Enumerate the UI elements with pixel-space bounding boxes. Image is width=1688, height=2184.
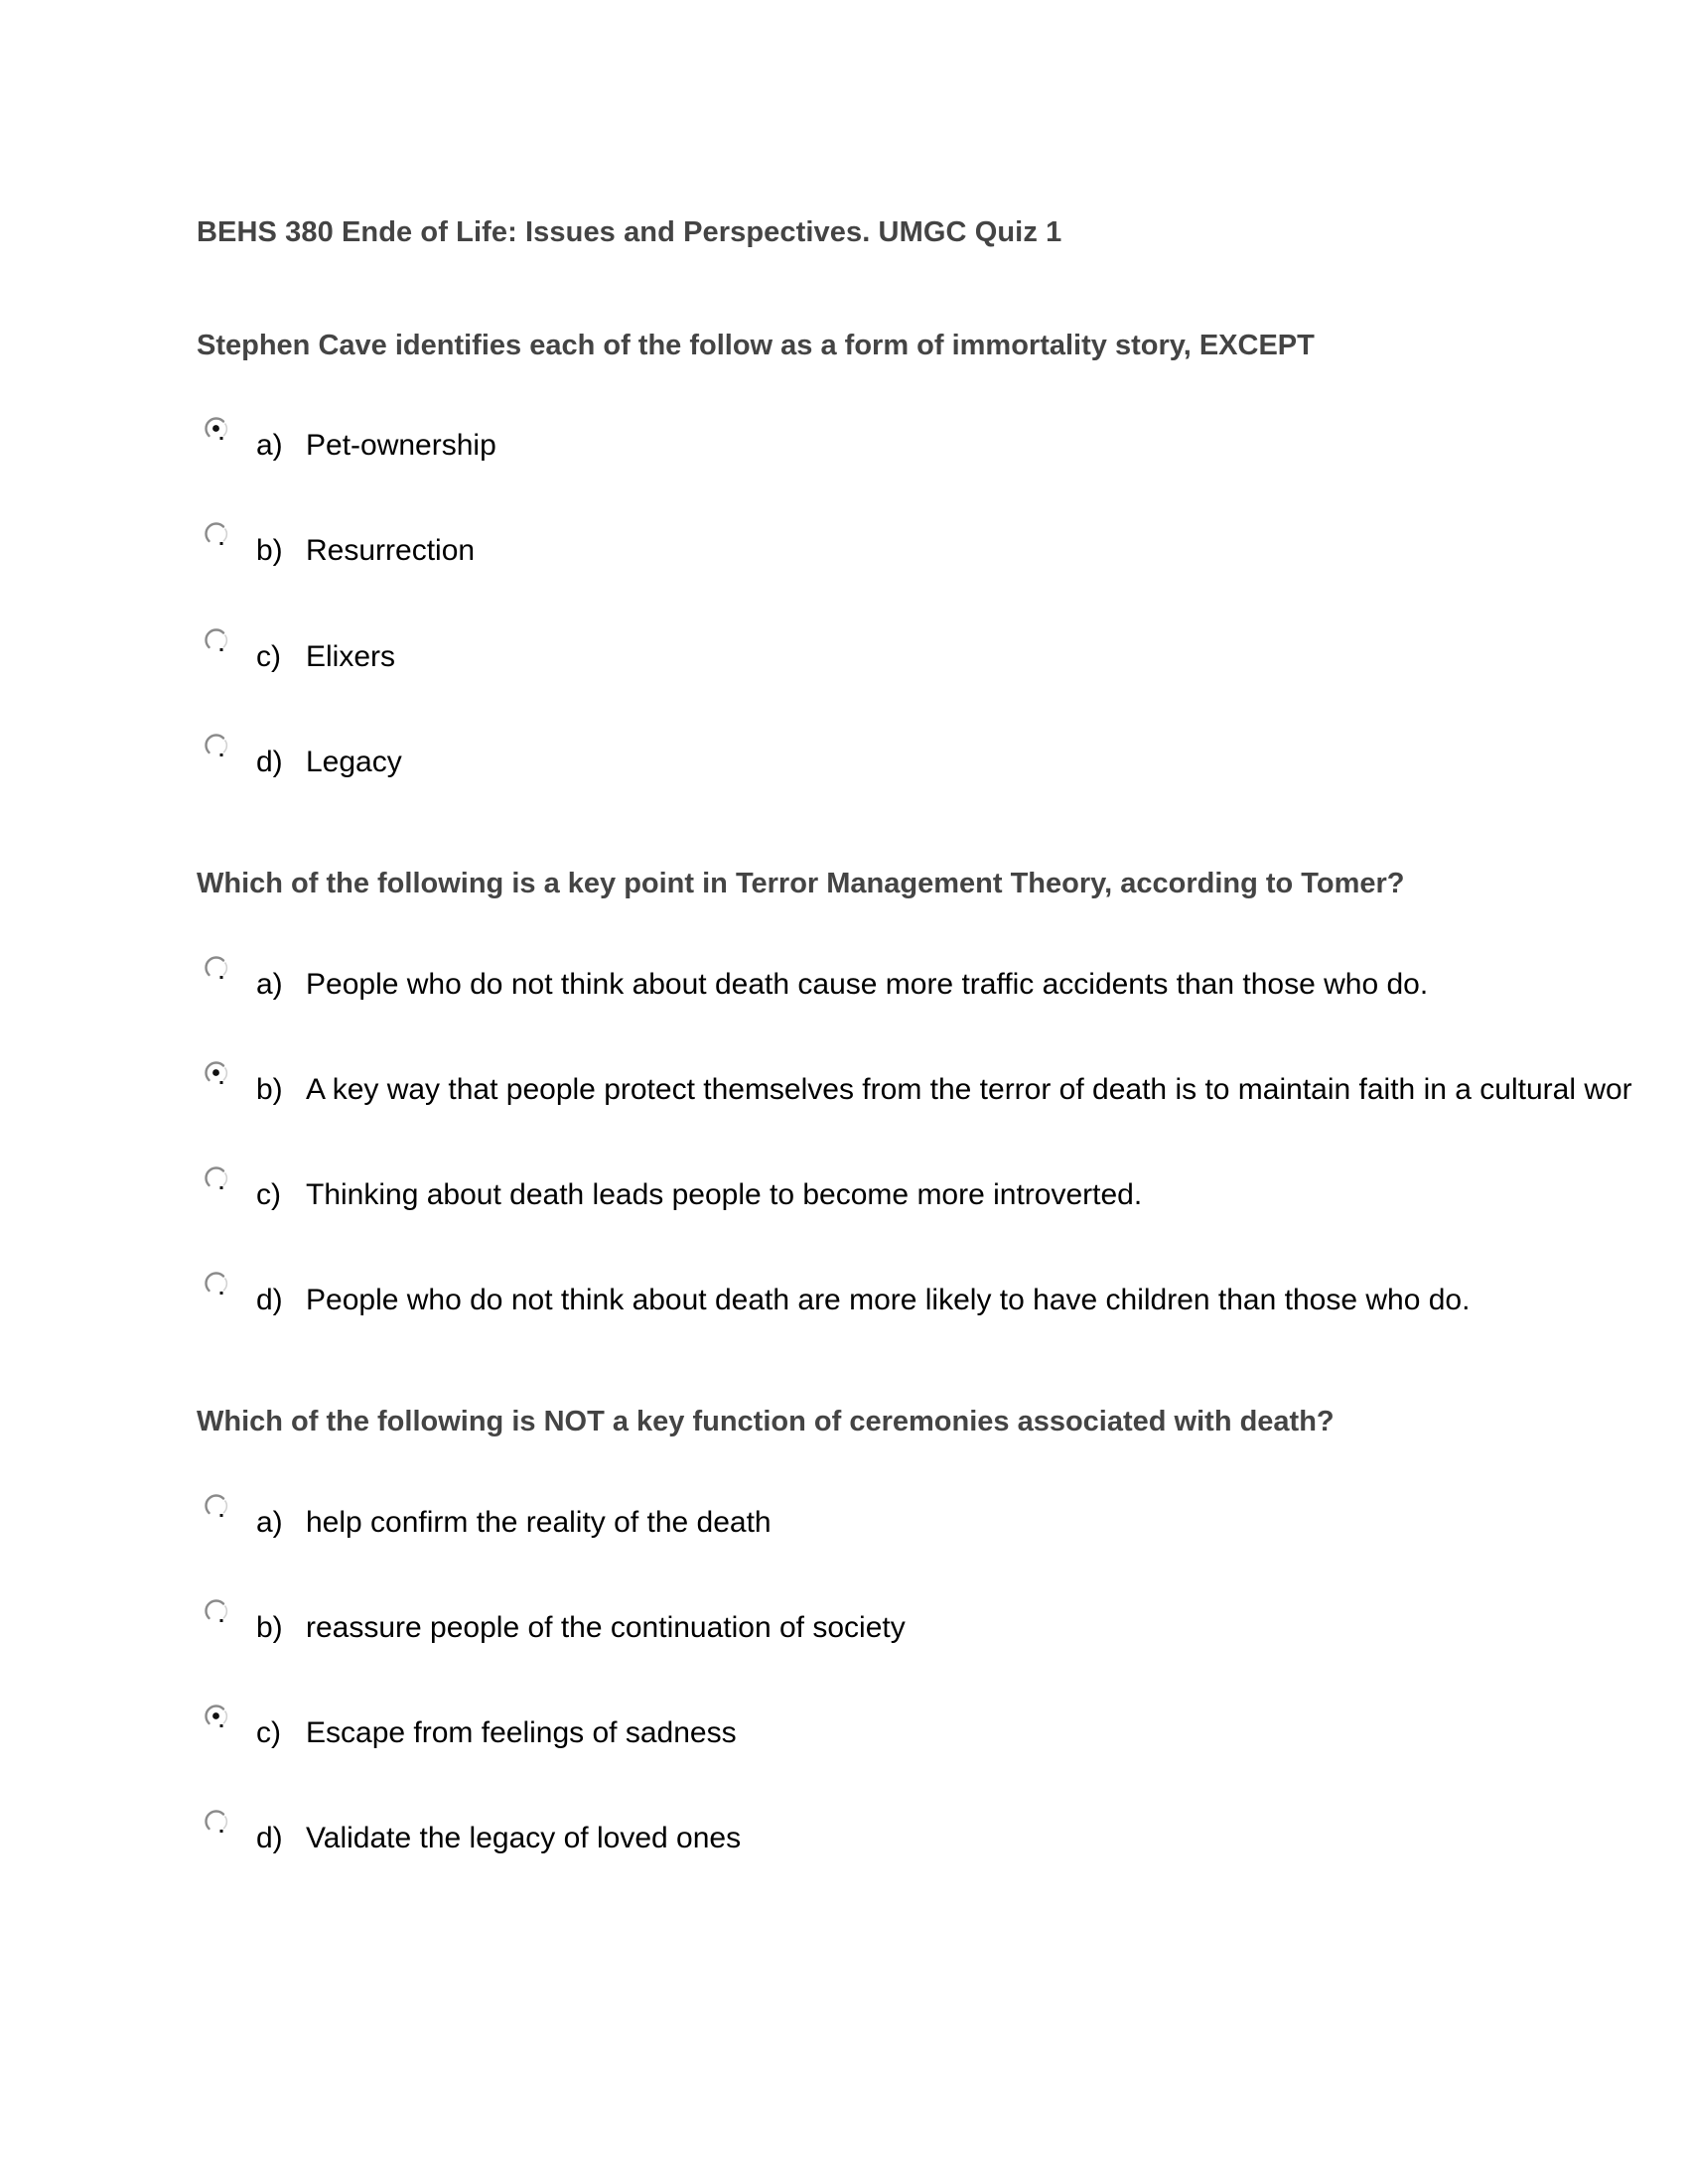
document-title: BEHS 380 Ende of Life: Issues and Perspectives. UMGC Quiz 1 (197, 216, 1062, 248)
radio-button-icon[interactable] (203, 1492, 232, 1522)
radio-button-icon[interactable] (203, 1808, 232, 1838)
radio-button-icon[interactable] (203, 954, 232, 984)
question-2-option-c[interactable] (203, 1164, 1688, 1224)
question-2-text: Which of the following is a key point in Terror Management Theory, according to Tomer? (197, 868, 1405, 899)
option-label: Pet-ownership (306, 429, 496, 462)
option-label: A key way that people protect themselves from the terror of death is to maintain faith in a cultural wor (306, 1073, 1632, 1106)
question-2-option-d[interactable] (203, 1270, 1688, 1329)
question-2-option-a[interactable] (203, 954, 1688, 1014)
radio-button-icon[interactable] (203, 732, 232, 761)
option-label: Legacy (306, 746, 402, 778)
question-1-option-c[interactable] (203, 626, 1688, 686)
question-1-option-a[interactable] (203, 415, 1688, 475)
option-label: help confirm the reality of the death (306, 1506, 772, 1539)
option-letter: d) (256, 746, 283, 778)
option-letter: c) (256, 640, 281, 673)
option-letter: b) (256, 1611, 283, 1644)
option-letter: a) (256, 1506, 283, 1539)
option-letter: a) (256, 968, 283, 1001)
option-label: Validate the legacy of loved ones (306, 1822, 742, 1854)
radio-button-icon[interactable] (203, 520, 232, 550)
option-label: Escape from feelings of sadness (306, 1716, 737, 1749)
option-letter: b) (256, 1073, 283, 1106)
question-3-text: Which of the following is NOT a key function of ceremonies associated with death? (197, 1406, 1335, 1437)
option-label: Elixers (306, 640, 396, 673)
option-letter: c) (256, 1178, 281, 1211)
question-2-option-b[interactable] (203, 1059, 1688, 1119)
radio-button-icon[interactable] (203, 1270, 232, 1299)
radio-button-icon[interactable] (203, 1164, 232, 1194)
radio-button-icon[interactable] (203, 1597, 232, 1627)
radio-button-icon[interactable] (203, 626, 232, 656)
question-3-option-d[interactable] (203, 1808, 1688, 1867)
option-label: Thinking about death leads people to become more introverted. (306, 1178, 1143, 1211)
option-letter: b) (256, 534, 283, 567)
radio-selected-dot (212, 425, 219, 432)
radio-button-icon[interactable] (203, 415, 232, 445)
question-1-option-b[interactable] (203, 520, 1688, 580)
radio-button-icon[interactable] (203, 1703, 232, 1732)
radio-button-icon[interactable] (203, 1059, 232, 1089)
option-letter: c) (256, 1716, 281, 1749)
option-label: People who do not think about death cause more traffic accidents than those who do. (306, 968, 1429, 1001)
question-3-option-b[interactable] (203, 1597, 1688, 1657)
radio-selected-dot (212, 1712, 219, 1719)
option-label: Resurrection (306, 534, 476, 567)
option-letter: d) (256, 1284, 283, 1316)
option-letter: a) (256, 429, 283, 462)
option-label: People who do not think about death are more likely to have children than those who do. (306, 1284, 1471, 1316)
option-label: reassure people of the continuation of society (306, 1611, 906, 1644)
radio-selected-dot (212, 1069, 219, 1076)
question-1-text: Stephen Cave identifies each of the follow as a form of immortality story, EXCEPT (197, 330, 1315, 361)
question-3-option-c[interactable] (203, 1703, 1688, 1762)
question-1-option-d[interactable] (203, 732, 1688, 791)
question-3-option-a[interactable] (203, 1492, 1688, 1552)
option-letter: d) (256, 1822, 283, 1854)
